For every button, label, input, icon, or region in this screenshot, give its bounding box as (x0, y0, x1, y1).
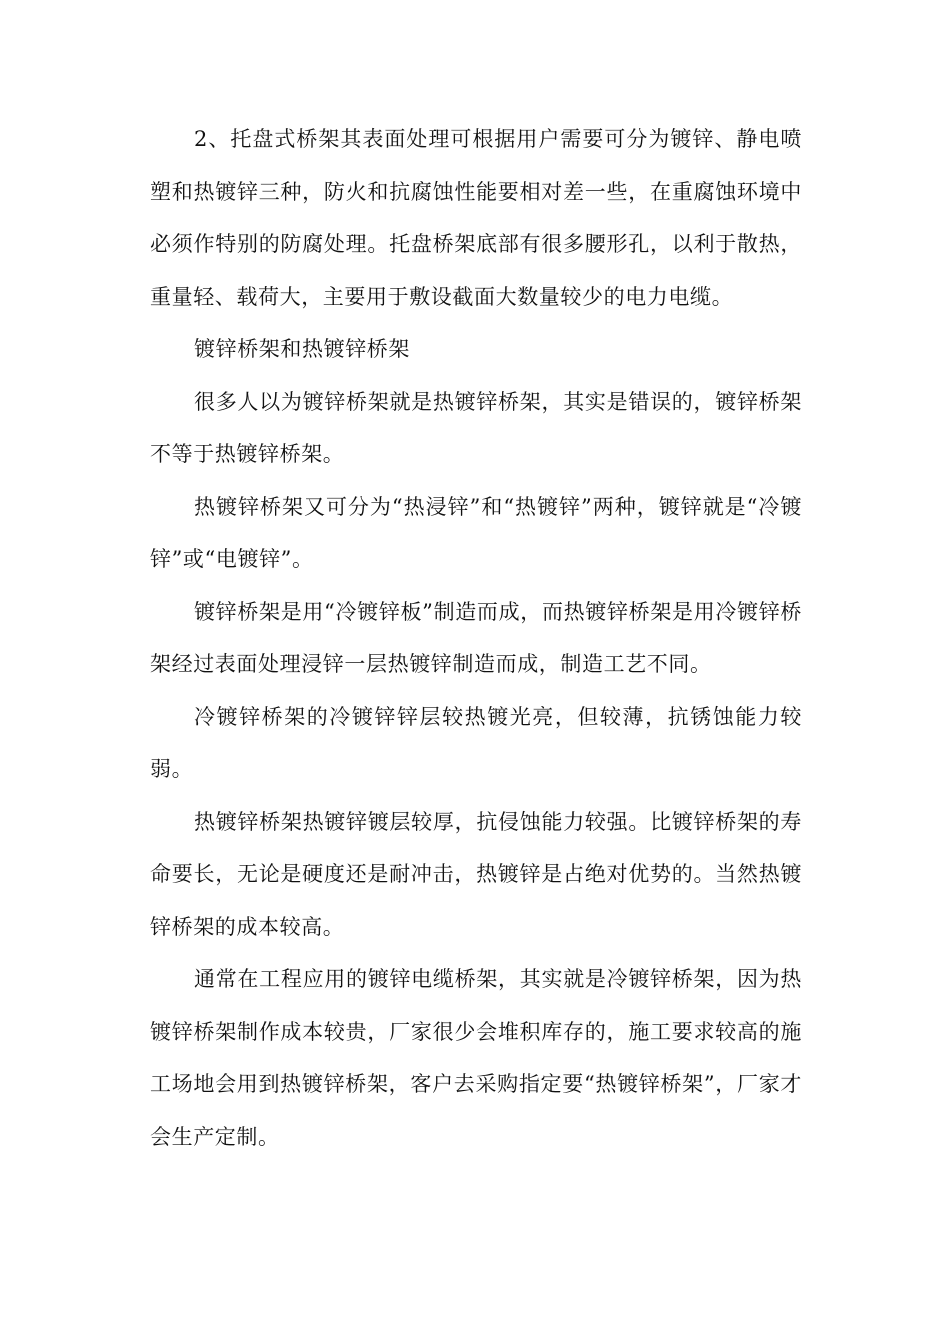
paragraph-hot-galvanized: 热镀锌桥架热镀锌镀层较厚，抗侵蚀能力较强。比镀锌桥架的寿命要长，无论是硬度还是耐冲击，热镀锌是占绝对优势的。当然热镀锌桥架的成本较高。 (150, 809, 802, 939)
section-heading: 镀锌桥架和热镀锌桥架 (194, 337, 410, 361)
document-body (150, 113, 802, 1163)
paragraph-cold-galvanized: 冷镀锌桥架的冷镀锌锌层较热镀光亮，但较薄，抗锈蚀能力较弱。 (150, 704, 802, 781)
paragraph-misconception: 很多人以为镀锌桥架就是热镀锌桥架，其实是错误的，镀锌桥架不等于热镀锌桥架。 (150, 389, 802, 466)
paragraph-hot-dip-types: 热镀锌桥架又可分为“热浸锌”和“热镀锌”两种，镀锌就是“冷镀锌”或“电镀锌”。 (150, 494, 802, 571)
paragraph-tray-bridge-surface: 2、托盘式桥架其表面处理可根据用户需要可分为镀锌、静电喷塑和热镀锌三种，防火和抗腐蚀性能要相对差一些，在重腐蚀环境中必须作特别的防腐处理。托盘桥架底部有很多腰形孔，以利于散热，重量轻、载荷大，主要用于敷设截面大数量较少的电力电缆。 (150, 127, 802, 309)
paragraph-engineering-use: 通常在工程应用的镀锌电缆桥架，其实就是冷镀锌桥架，因为热镀锌桥架制作成本较贵，厂家很少会堆积库存的，施工要求较高的施工场地会用到热镀锌桥架，客户去采购指定要“热镀锌桥架”，厂家才会生产定制。 (150, 967, 802, 1149)
paragraph-manufacturing: 镀锌桥架是用“冷镀锌板”制造而成，而热镀锌桥架是用冷镀锌桥架经过表面处理浸锌一层热镀锌制造而成，制造工艺不同。 (150, 599, 802, 676)
